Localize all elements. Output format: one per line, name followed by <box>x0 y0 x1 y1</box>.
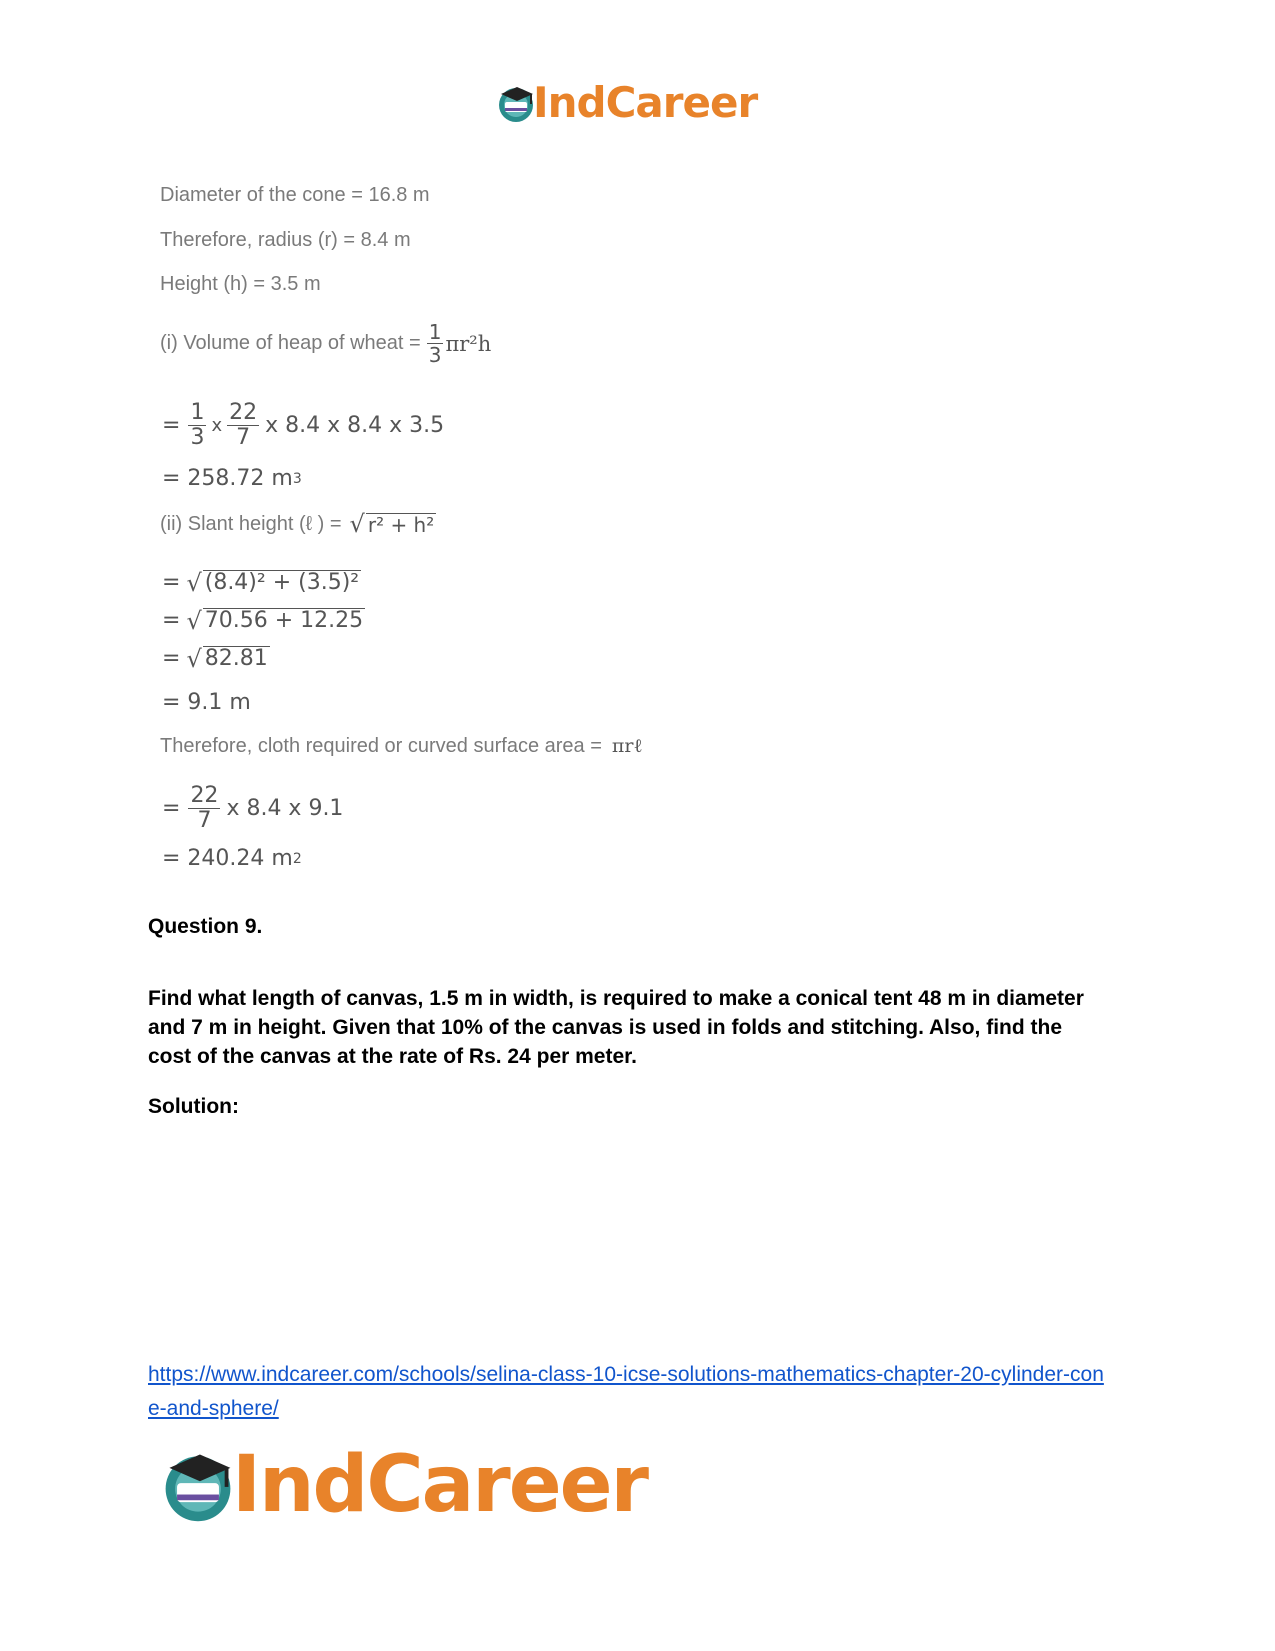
slant-formula-line <box>160 512 436 536</box>
fraction-one-third <box>188 402 206 449</box>
slant-step3-radicand: 82.81 <box>204 646 268 671</box>
fraction-numerator: 22 <box>190 783 219 808</box>
solution-label: Solution: <box>148 1095 239 1118</box>
volume-result: = 258.72 m 3 <box>162 466 302 491</box>
fraction-denominator: 7 <box>197 808 212 833</box>
volume-formula-line <box>160 322 491 365</box>
question-title: Question 9. <box>148 915 263 938</box>
slant-step2-radicand: 70.56 + 12.25 <box>204 608 364 633</box>
volume-formula-rest: πr²h <box>445 331 492 356</box>
radical-icon: √ <box>186 607 202 636</box>
footer-logo-text: IndCareer <box>232 1440 647 1530</box>
fraction-denominator: 3 <box>190 425 205 450</box>
slant-formula-radicand: r² + h² <box>367 513 435 537</box>
slant-formula-sqrt <box>350 512 437 536</box>
csa-step1-rest: x 8.4 x 9.1 <box>226 796 344 821</box>
csa-result: = 240.24 m 2 <box>162 846 302 871</box>
fraction-numerator: 22 <box>229 400 258 425</box>
volume-step1 <box>162 402 444 449</box>
equals-sign: = <box>162 608 181 634</box>
sqrt-expression <box>186 607 365 636</box>
times-sign: x <box>211 415 223 436</box>
diameter-line: Diameter of the cone = 16.8 m <box>160 184 430 206</box>
radical-icon: √ <box>186 569 202 598</box>
csa-result-text: = 240.24 m <box>162 846 293 871</box>
slant-step3 <box>162 645 270 674</box>
graduation-cap-globe-logo-icon <box>158 1445 238 1525</box>
volume-label: (i) Volume of heap of wheat = <box>160 332 421 354</box>
volume-formula-fraction <box>427 322 444 365</box>
slant-label: (ii) Slant height (ℓ ) = <box>160 513 342 535</box>
sqrt-expression <box>186 645 269 674</box>
csa-formula-line <box>160 735 643 758</box>
equals-sign: = <box>162 796 181 821</box>
fraction-numerator: 1 <box>190 400 205 425</box>
slant-step2 <box>162 607 365 636</box>
equals-sign: = <box>162 413 181 438</box>
slant-step1-radicand: (8.4)² + (3.5)² <box>204 570 360 595</box>
csa-formula: πrℓ <box>611 735 643 757</box>
fraction-denominator: 7 <box>236 425 251 450</box>
volume-step1-rest: x 8.4 x 8.4 x 3.5 <box>265 413 445 438</box>
graduation-cap-globe-logo-icon <box>495 82 537 124</box>
header-logo-text: IndCareer <box>533 78 758 127</box>
source-url-link[interactable]: https://www.indcareer.com/schools/selina-class-10-icse-solutions-mathematics-chapter-20-cylinder-cone-and-sphere/ <box>148 1363 1104 1420</box>
footer-logo <box>158 1440 647 1530</box>
header-logo <box>495 78 757 127</box>
radius-line: Therefore, radius (r) = 8.4 m <box>160 229 411 251</box>
fraction-numerator: 1 <box>428 320 442 344</box>
csa-label: Therefore, cloth required or curved surface area = <box>160 735 602 757</box>
fraction-denominator: 3 <box>428 343 442 367</box>
height-line: Height (h) = 3.5 m <box>160 273 321 295</box>
slant-step1 <box>162 569 361 598</box>
equals-sign: = <box>162 570 181 596</box>
question-text: Find what length of canvas, 1.5 m in width, is required to make a conical tent 48 m in diameter and 7 m in height. Given that 10% of the canvas is used in folds and stitching. Also, find the cost of the canvas at the rate of Rs. 24 per meter. <box>148 987 1084 1068</box>
fraction-22-7 <box>188 785 220 832</box>
slant-result: = 9.1 m <box>162 690 251 715</box>
radical-icon: √ <box>186 645 202 674</box>
fraction-22-7 <box>227 402 259 449</box>
sqrt-expression <box>186 569 361 598</box>
volume-result-text: = 258.72 m <box>162 466 293 491</box>
equals-sign: = <box>162 646 181 672</box>
csa-step1 <box>162 785 343 832</box>
radical-icon: √ <box>349 510 365 538</box>
